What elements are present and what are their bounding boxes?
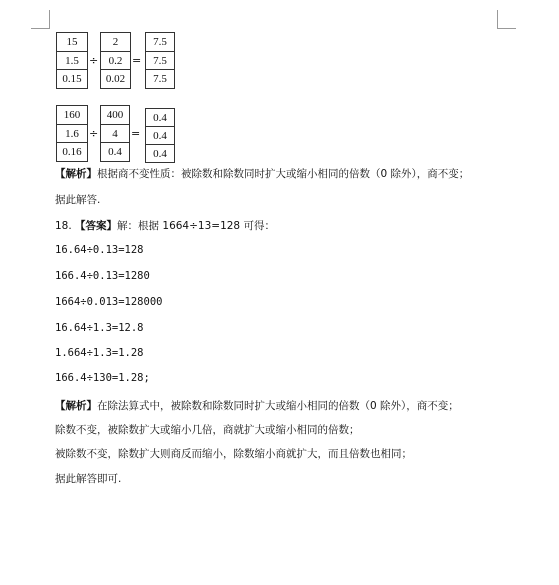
table2-cell: 0.4 — [101, 142, 129, 161]
equation-line: 1.664÷1.3=1.28 — [55, 347, 144, 359]
table1-cell: 1.5 — [57, 51, 87, 70]
analysis-1-conclusion: 据此解答. — [55, 194, 101, 206]
page-corner-mark-left — [31, 10, 50, 29]
analysis-text: 在除法算式中，被除数和除数同时扩大或缩小相同的倍数（0 除外），商不变； — [97, 400, 459, 412]
table2-cell: 0.4 — [153, 111, 167, 124]
table2-cell: 1.6 — [57, 124, 87, 143]
table1-cell: 0.02 — [101, 69, 130, 88]
table2-cell: 160 — [63, 108, 81, 121]
table1-quotient-column — [145, 32, 175, 89]
table1-cell: 7.5 — [153, 35, 167, 48]
answer-label: 【答案】 — [75, 220, 118, 232]
table2-cell: 400 — [106, 108, 124, 121]
table2-cell: 0.16 — [57, 142, 87, 161]
analysis-line: 除数不变，被除数扩大或缩小几倍，商就扩大或缩小相同的倍数； — [55, 424, 360, 436]
equation-line: 166.4÷0.13=1280 — [55, 270, 150, 282]
table2-cell: 0.4 — [146, 126, 174, 144]
analysis-line: 被除数不变，除数扩大则商反而缩小，除数缩小商就扩大，而且倍数也相同； — [55, 448, 412, 460]
equation-line: 1664÷0.013=128000 — [55, 296, 163, 308]
table1-cell: 7.5 — [146, 51, 174, 70]
table2-cell: 0.4 — [146, 144, 174, 162]
equation-line: 16.64÷1.3=12.8 — [55, 322, 144, 334]
table1-dividend-column — [56, 32, 88, 89]
analysis-line: 据此解答即可. — [55, 473, 122, 485]
page-corner-mark-right — [497, 10, 516, 29]
table2-divisor-column — [100, 105, 130, 162]
equation-line: 16.64÷0.13=128 — [55, 244, 144, 256]
analysis-label: 【解析】 — [55, 168, 97, 180]
divide-sign: ÷ — [89, 54, 99, 67]
table2-quotient-column — [145, 108, 175, 163]
divide-sign: ÷ — [89, 127, 99, 140]
table2-dividend-column — [56, 105, 88, 162]
analysis-label: 【解析】 — [55, 400, 97, 412]
table2-cell: 4 — [101, 124, 129, 143]
answer-intro: 解：根据 1664÷13=128 可得： — [117, 220, 275, 232]
table1-cell: 7.5 — [146, 69, 174, 88]
table1-cell: 2 — [112, 35, 119, 48]
analysis-paragraph-1 — [55, 166, 469, 181]
table1-cell: 0.2 — [101, 51, 130, 70]
table1-cell: 15 — [66, 35, 78, 48]
equals-sign: = — [131, 127, 141, 140]
table1-cell: 0.15 — [57, 69, 87, 88]
equation-line: 166.4÷130=1.28; — [55, 372, 150, 384]
analysis-text: 根据商不变性质：被除数和除数同时扩大或缩小相同的倍数（0 除外），商不变； — [97, 168, 470, 180]
question-number: 18. — [55, 220, 72, 232]
equals-sign: = — [132, 54, 142, 67]
table1-divisor-column — [100, 32, 131, 89]
question-18-header — [55, 218, 275, 233]
analysis-paragraph-2 — [55, 398, 459, 413]
